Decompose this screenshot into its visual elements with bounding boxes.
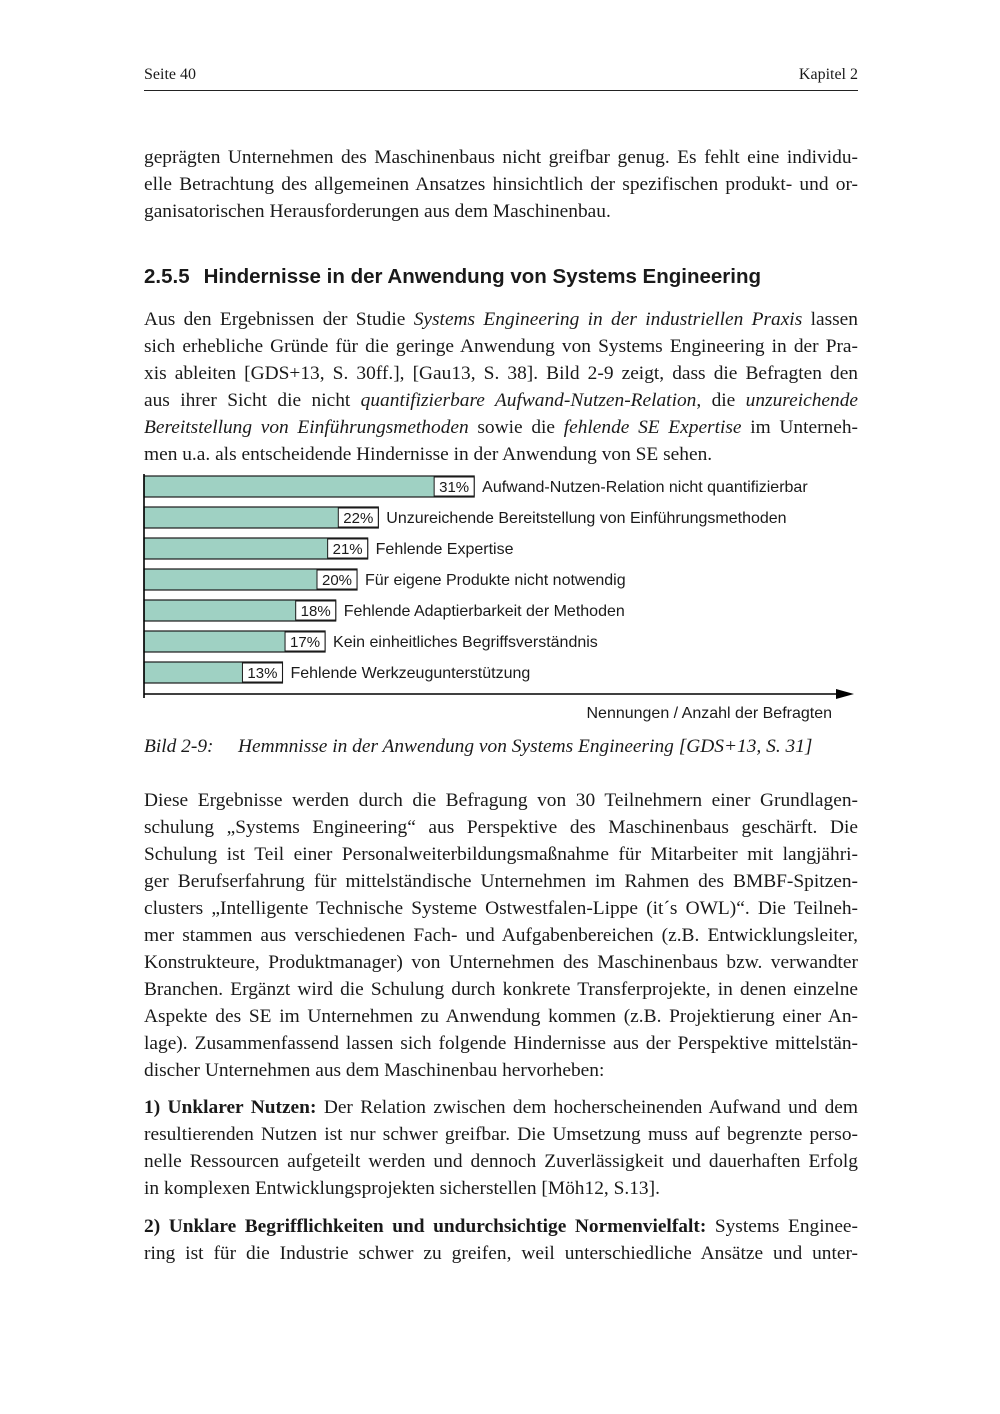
caption-text: Hemmnisse in der Anwendung von Systems Engineering [GDS+13, S. 31] — [238, 736, 813, 757]
text-line — [144, 414, 858, 441]
text-line: ring ist für die Industrie schwer zu greifen, weil unterschiedliche Ansätze und unter- — [144, 1243, 858, 1264]
text-run: Systems Enginee- — [706, 1216, 858, 1237]
text-line: Diese Ergebnisse werden durch die Befragung von 30 Teilnehmern einer Grundlagen- — [144, 790, 858, 811]
text-line: xis ableiten [GDS+13, S. 30ff.], [Gau13, S. 38]. Bild 2-9 zeigt, dass die Befragten den — [144, 363, 858, 384]
section-number: 2.5.5 — [144, 265, 190, 288]
category-label: Aufwand-Nutzen-Relation nicht quantifizierbar — [482, 479, 808, 496]
body-paragraph-2 — [144, 787, 858, 1084]
category-label: Kein einheitliches Begriffsverständnis — [333, 634, 598, 651]
category-label: Fehlende Expertise — [375, 541, 514, 558]
value-label: 17% — [290, 634, 321, 651]
intro-paragraph — [144, 144, 858, 225]
x-axis-label: Nennungen / Anzahl der Befragten — [586, 705, 832, 722]
chapter-label: Kapitel 2 — [798, 66, 858, 83]
text-run: Der Relation zwischen dem hocherscheinenden Aufwand und dem — [316, 1097, 858, 1118]
emphasis: unzureichende — [745, 390, 859, 411]
body-paragraph-1 — [144, 306, 858, 468]
text-line: in komplexen Entwicklungsprojekten sicherstellen [Möh12, S.13]. — [144, 1178, 660, 1199]
text-line: resultierenden Nutzen ist nur schwer greifbar. Die Umsetzung muss auf begrenzte perso- — [144, 1124, 858, 1145]
text-line: Schulung ist Teil einer Personalweiterbildungsmaßnahme für Mitarbeiter mit langjähri- — [144, 844, 858, 865]
study-title: Systems Engineering in der industriellen Praxis — [413, 309, 803, 330]
value-label: 31% — [439, 479, 470, 496]
list-item-1 — [144, 1094, 858, 1202]
text-run: aus ihrer Sicht die nicht — [144, 390, 361, 411]
value-label: 18% — [300, 603, 331, 620]
emphasis: fehlende SE Expertise — [563, 417, 742, 438]
text-line: discher Unternehmen aus dem Maschinenbau hervorheben: — [144, 1060, 605, 1081]
x-axis-arrow — [836, 689, 854, 699]
section-heading — [144, 265, 761, 289]
value-label: 21% — [332, 541, 363, 558]
value-label: 13% — [247, 665, 278, 682]
text-line: sich erhebliche Gründe für die geringe Anwendung von Systems Engineering in der Pra- — [144, 336, 858, 357]
text-line — [144, 387, 858, 414]
text-line: ger Berufserfahrung für mittelständische Unternehmen im Rahmen des BMBF-Spitzen- — [144, 871, 858, 892]
bars-group — [144, 476, 808, 683]
emphasis: quantifizierbare Aufwand-Nutzen-Relation — [360, 390, 697, 411]
value-label: 22% — [343, 510, 374, 527]
category-label: Für eigene Produkte nicht notwendig — [365, 572, 626, 589]
bar — [144, 476, 474, 497]
text-run: im Unterneh- — [741, 417, 858, 438]
text-line: men u.a. als entscheidende Hindernisse in der Anwendung von SE sehen. — [144, 444, 713, 465]
text-line: geprägten Unternehmen des Maschinenbaus nicht greifbar genug. Es fehlt eine individu- — [144, 147, 858, 168]
text-line: clusters „Intelligente Technische Systeme Ostwestfalen-Lippe (it´s OWL)“. Die Teilneh- — [144, 898, 858, 919]
text-line: Aspekte des SE im Unternehmen zu Anwendung kommen (z.B. Projektierung einer An- — [144, 1006, 858, 1027]
page-number: Seite 40 — [144, 66, 196, 83]
text-line: ganisatorischen Herausforderungen aus dem Maschinenbau. — [144, 201, 611, 222]
text-line: mer stammen aus verschiedenen Fach- und Aufgabenbereichen (z.B. Entwicklungsleiter, — [144, 925, 858, 946]
list-item-title: 1) Unklarer Nutzen: — [144, 1097, 317, 1118]
text-line: Konstrukteure, Produktmanager) von Unternehmen des Maschinenbaus bzw. verwandter — [144, 952, 858, 973]
category-label: Unzureichende Bereitstellung von Einführungsmethoden — [386, 510, 787, 527]
section-title: Hindernisse in der Anwendung von Systems Engineering — [203, 265, 762, 288]
text-line: lage). Zusammenfassend lassen sich folgende Hindernisse aus der Perspektive mittelstän- — [144, 1033, 858, 1054]
category-label: Fehlende Werkzeugunterstützung — [290, 665, 531, 682]
figure-caption — [144, 736, 812, 758]
emphasis: Bereitstellung von Einführungsmethoden — [144, 417, 469, 438]
category-label: Fehlende Adaptierbarkeit der Methoden — [343, 603, 625, 620]
caption-label: Bild 2-9: — [144, 736, 214, 757]
list-item-2 — [144, 1213, 858, 1267]
text-line: Branchen. Ergänzt wird die Schulung durch konkrete Transferprojekte, in denen einzelne — [144, 979, 858, 1000]
page-header — [144, 66, 858, 91]
text-line — [144, 306, 858, 333]
text-run: sowie die — [468, 417, 564, 438]
text-run: Aus den Ergebnissen der Studie — [144, 309, 414, 330]
list-item-title: 2) Unklare Begrifflichkeiten und undurchsichtige Normenvielfalt: — [144, 1216, 707, 1237]
bar-chart — [140, 470, 860, 726]
text-run: , die — [696, 390, 746, 411]
text-line: schulung „Systems Engineering“ aus Perspektive des Maschinenbaus geschärft. Die — [144, 817, 858, 838]
value-label: 20% — [321, 572, 353, 589]
text-line: nelle Ressourcen aufgeteilt werden und dennoch Zuverlässigkeit und dauerhaften Erfolg — [144, 1151, 858, 1172]
text-run: lassen — [802, 309, 858, 330]
text-line: elle Betrachtung des allgemeinen Ansatzes hinsichtlich der spezifischen produkt- und or- — [144, 174, 858, 195]
text-line — [144, 1213, 858, 1240]
text-line — [144, 1094, 858, 1121]
